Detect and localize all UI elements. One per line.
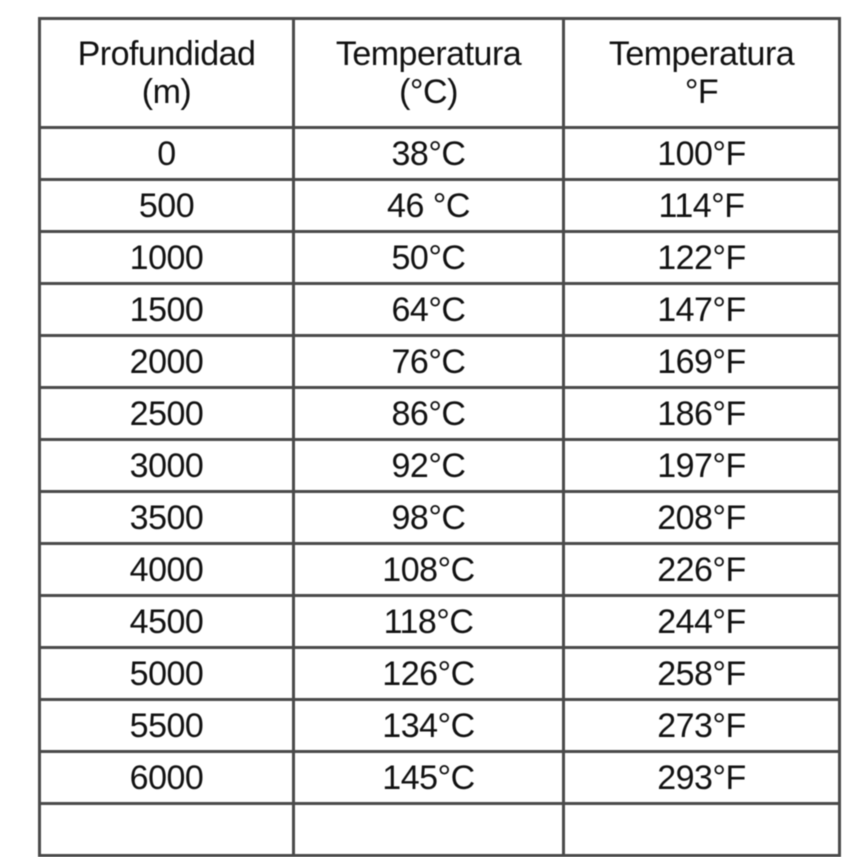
depth-cell: 2000 [40, 336, 294, 388]
fahrenheit-cell: 147°F [564, 284, 840, 336]
table-row [40, 596, 840, 648]
table-row [40, 440, 840, 492]
depth-cell: 4000 [40, 544, 294, 596]
depth-cell: 3000 [40, 440, 294, 492]
depth-cell: 0 [40, 128, 294, 180]
celsius-cell: 92°C [294, 440, 564, 492]
table-row [40, 232, 840, 284]
depth-cell: 5000 [40, 648, 294, 700]
fahrenheit-cell: 226°F [564, 544, 840, 596]
celsius-cell: 38°C [294, 128, 564, 180]
depth-cell: 4500 [40, 596, 294, 648]
header-temp-fahrenheit [564, 19, 840, 128]
celsius-cell: 64°C [294, 284, 564, 336]
fahrenheit-cell: 122°F [564, 232, 840, 284]
fahrenheit-cell: 186°F [564, 388, 840, 440]
depth-cell: 3500 [40, 492, 294, 544]
depth-cell: 6000 [40, 752, 294, 804]
table-row [40, 128, 840, 180]
celsius-cell: 98°C [294, 492, 564, 544]
celsius-cell: 50°C [294, 232, 564, 284]
header-depth [40, 19, 294, 128]
fahrenheit-cell: 114°F [564, 180, 840, 232]
table-row [40, 284, 840, 336]
table-row [40, 492, 840, 544]
cut-off-row [40, 804, 840, 856]
temperature-depth-table [38, 17, 841, 857]
depth-cell: 500 [40, 180, 294, 232]
fahrenheit-cell: 169°F [564, 336, 840, 388]
fahrenheit-cell: 244°F [564, 596, 840, 648]
cut-off-cell [564, 804, 840, 856]
cut-off-cell [40, 804, 294, 856]
header-temp-fahrenheit-unit: °F [684, 73, 719, 111]
header-depth-label: Profundidad [77, 35, 256, 73]
table-row [40, 752, 840, 804]
depth-cell: 2500 [40, 388, 294, 440]
table-body [40, 128, 840, 856]
table-row [40, 648, 840, 700]
celsius-cell: 126°C [294, 648, 564, 700]
header-temp-celsius-label: Temperatura [335, 35, 522, 73]
header-temp-celsius-unit: (°C) [399, 73, 458, 111]
fahrenheit-cell: 273°F [564, 700, 840, 752]
fahrenheit-cell: 100°F [564, 128, 840, 180]
fahrenheit-cell: 293°F [564, 752, 840, 804]
celsius-cell: 86°C [294, 388, 564, 440]
depth-cell: 1000 [40, 232, 294, 284]
header-temp-fahrenheit-label: Temperatura [608, 35, 795, 73]
table-row [40, 700, 840, 752]
depth-cell: 1500 [40, 284, 294, 336]
celsius-cell: 46 °C [294, 180, 564, 232]
header-row [40, 19, 840, 128]
celsius-cell: 108°C [294, 544, 564, 596]
fahrenheit-cell: 197°F [564, 440, 840, 492]
header-depth-unit: (m) [141, 73, 192, 111]
celsius-cell: 76°C [294, 336, 564, 388]
fahrenheit-cell: 208°F [564, 492, 840, 544]
table-row [40, 544, 840, 596]
table-header [40, 19, 840, 128]
header-temp-celsius [294, 19, 564, 128]
depth-cell: 5500 [40, 700, 294, 752]
celsius-cell: 134°C [294, 700, 564, 752]
celsius-cell: 145°C [294, 752, 564, 804]
table-row [40, 180, 840, 232]
table-row [40, 336, 840, 388]
celsius-cell: 118°C [294, 596, 564, 648]
table-row [40, 388, 840, 440]
fahrenheit-cell: 258°F [564, 648, 840, 700]
cut-off-cell [294, 804, 564, 856]
